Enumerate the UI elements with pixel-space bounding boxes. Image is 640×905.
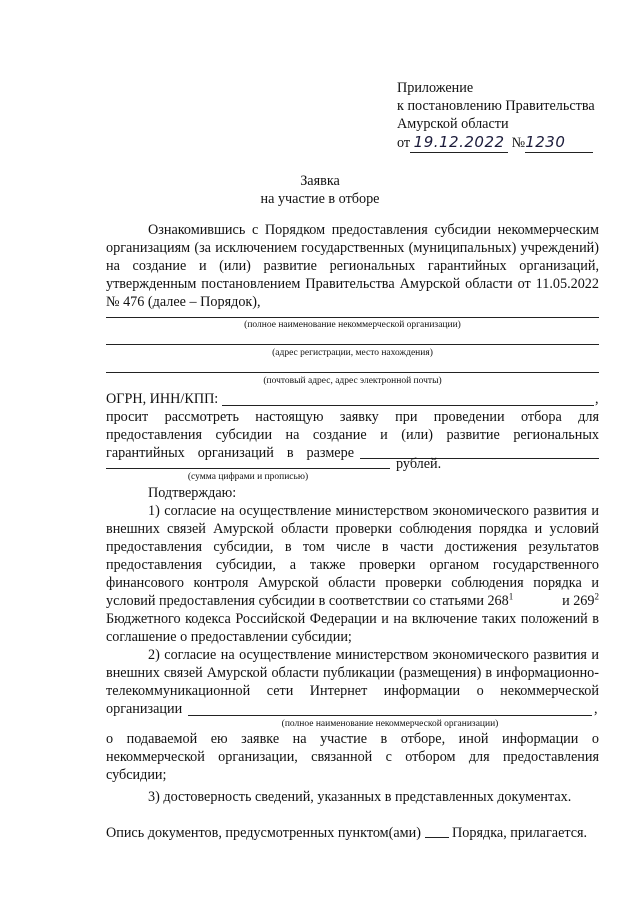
ogrn-field[interactable] (222, 405, 594, 406)
p1-line-7: Бюджетного кодекса Российской Федерации и на включение таких положений в (106, 611, 599, 627)
org-name-caption: (полное наименование некоммерческой организации) (244, 320, 461, 330)
annex-line-1: Приложение (397, 80, 474, 96)
p2-comma: , (594, 701, 598, 717)
postal-field[interactable] (106, 372, 599, 373)
intro-line-4: утвержденным постановлением Правительства Амурской области от 11.05.2022 (106, 276, 599, 292)
request-line-1: просит рассмотреть настоящую заявку при проведении отбора для (106, 409, 599, 425)
annex-line-2: к постановлению Правительства (397, 98, 595, 114)
p3-line: 3) достоверность сведений, указанных в представленных документах. (148, 789, 572, 805)
title-line-2: на участие в отборе (260, 191, 380, 207)
p1-line-4: предоставления субсидии, а также проверки органом государственного (106, 557, 599, 573)
p2-line-3: телекоммуникационной сети Интернет информации о некоммерческой (106, 683, 599, 699)
org-name-field[interactable] (106, 317, 599, 318)
p2-line-2: внешних связей Амурской области публикации (размещения) в информационно- (106, 665, 599, 681)
p1-line-3: предоставления субсидии, в том числе в части достижения результатов (106, 539, 599, 555)
inventory-text-after: Порядка, прилагается. (452, 825, 588, 841)
title-line-1: Заявка (300, 173, 340, 189)
p1-line-6 (106, 593, 599, 610)
address-field[interactable] (106, 344, 599, 345)
request-line-3: гарантийных организаций в размере (106, 445, 354, 461)
ogrn-comma: , (595, 391, 599, 407)
p2-line-7: субсидии; (106, 767, 167, 783)
intro-line-5: № 476 (далее – Порядок), (106, 294, 261, 310)
p1-line-8: соглашение о предоставлении субсидии; (106, 629, 352, 645)
p2-line-6: некоммерческой организации, связанной с отбором для предоставления (106, 749, 599, 765)
p1-sup-2: 2 (594, 591, 599, 602)
confirm-heading: Подтверждаю: (148, 485, 237, 501)
p1-and: и 269 (562, 593, 595, 609)
inventory-text-before: Опись документов, предусмотренных пунктом(ами) (106, 825, 421, 841)
sum-caption: (сумма цифрами и прописью) (187, 472, 309, 482)
p2-line-4: организации (106, 701, 183, 717)
inventory-line (106, 823, 587, 842)
p2-line-1: 2) согласие на осуществление министерством экономического развития и (148, 647, 599, 663)
postal-caption: (почтовый адрес, адрес электронной почты) (263, 376, 442, 386)
intro-line-1: Ознакомившись с Порядком предоставления субсидии некоммерческим (148, 222, 599, 238)
p1-line-5: финансового контроля Амурской области проверки соблюдения порядка и (106, 575, 599, 591)
p1-line-1: 1) согласие на осуществление министерством экономического развития и (148, 503, 599, 519)
org-name-field-2[interactable] (188, 715, 592, 716)
intro-line-2: организациям (за исключением государственных (муниципальных) учреждений) (106, 240, 599, 256)
p2-line-5: о подаваемой ею заявке на участие в отборе, иной информации о (106, 731, 599, 747)
intro-line-3: на создание и (или) развитие региональных гарантийных организаций, (106, 258, 599, 274)
ogrn-label: ОГРН, ИНН/КПП: (106, 391, 219, 407)
date-value: 19.12.2022 (413, 133, 505, 151)
number-prefix: № (511, 135, 526, 151)
p1-sup-1: 1 (508, 591, 514, 602)
annex-date-line (397, 134, 593, 153)
request-line-2: предоставления субсидии на создание и (или) развитие региональных (106, 427, 599, 443)
inventory-items-field[interactable] (425, 823, 449, 838)
annex-line-3: Амурской области (397, 116, 509, 132)
p1-line-2: внешних связей Амурской области проверки соблюдения порядка и условий (106, 521, 599, 537)
date-prefix: от (397, 135, 411, 151)
number-value: 1230 (525, 133, 566, 151)
org-name-caption-2: (полное наименование некоммерческой организации) (281, 719, 499, 729)
rubles-label: рублей. (396, 456, 442, 472)
amount-field-2[interactable] (106, 468, 390, 469)
p1-line-6a: условий предоставления субсидии в соответствии со статьями 268 (106, 593, 509, 609)
address-caption: (адрес регистрации, место нахождения) (272, 348, 433, 358)
